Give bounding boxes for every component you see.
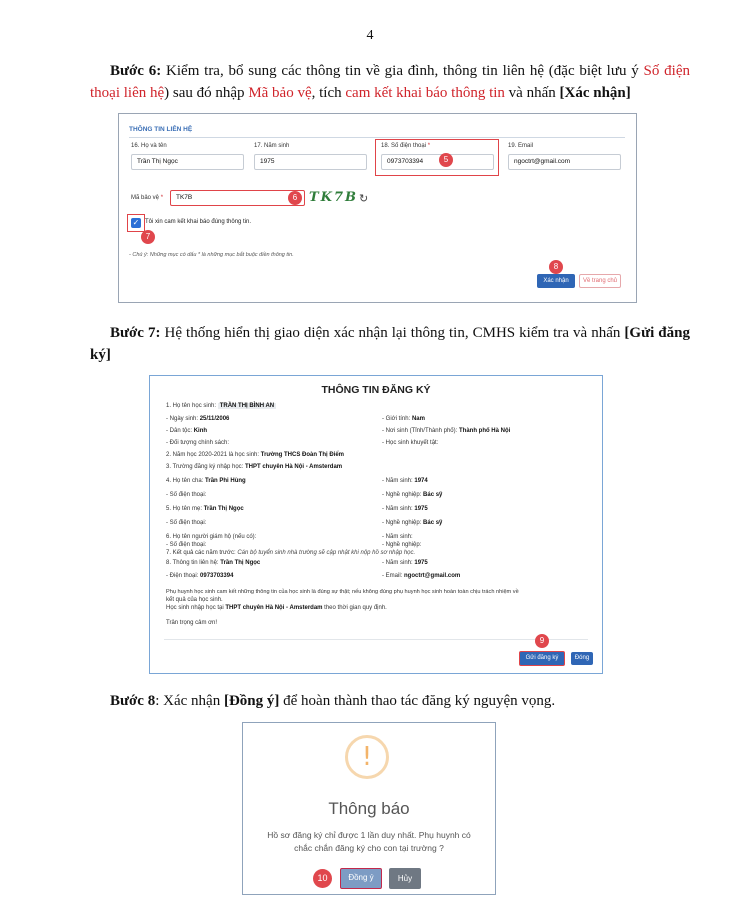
ethnicity-row	[166, 428, 207, 434]
mother-job-value: Bác sỹ	[423, 520, 443, 526]
birthyear-label: 17. Năm sinh	[254, 143, 290, 149]
step-badge-7: 7	[141, 230, 155, 244]
guardian-year-label: - Năm sinh:	[382, 534, 413, 540]
captcha-input[interactable]: TK7B	[170, 190, 305, 206]
results-row	[166, 550, 415, 556]
pledge-3-a: Học sinh nhập học tại	[166, 605, 226, 611]
dob-row	[166, 416, 229, 422]
father-label: 4. Họ tên cha:	[166, 478, 204, 484]
step-badge-6: 6	[288, 191, 302, 205]
refresh-icon[interactable]: ↻	[359, 193, 369, 205]
dialog-message: Hồ sơ đăng ký chỉ được 1 lần duy nhất. Phụ huynh có chắc chắn đăng ký cho con tại trường ?	[267, 830, 471, 853]
contact-email-label: - Email:	[382, 573, 403, 579]
contact-email-row	[382, 573, 460, 579]
step7-text: Hệ thống hiển thị giao diện xác nhận lại thông tin, CMHS kiểm tra và nhấn	[160, 325, 625, 341]
step6-text-c: , tích	[311, 85, 346, 101]
confirm-button[interactable]: Xác nhận	[537, 274, 575, 288]
home-button[interactable]: Về trang chủ	[579, 274, 621, 288]
pledge-3-b: theo thời gian quy định.	[322, 605, 387, 611]
contact-name: Trần Thị Ngọc	[220, 560, 261, 566]
step6-code-highlight: Mã bảo vệ	[248, 85, 312, 101]
mother-label: 5. Họ tên mẹ:	[166, 506, 203, 512]
step8-text-b: để hoàn thành thao tác đăng ký nguyện vọng.	[279, 693, 556, 709]
contact-form-screenshot	[118, 113, 637, 303]
results-label: 7. Kết quả các năm trước:	[166, 550, 236, 556]
step6-paragraph	[90, 60, 690, 104]
step6-phone-highlight: Số điện thoại liên hệ	[90, 63, 690, 101]
step6-text-d: và nhấn	[504, 85, 560, 101]
step6-text-a: Kiểm tra, bổ sung các thông tin về gia đình, thông tin liên hệ (đặc biệt lưu ý	[161, 63, 644, 79]
contact-year-value: 1975	[414, 560, 428, 566]
contact-row	[166, 560, 260, 566]
confirm-dialog-screenshot	[242, 722, 496, 895]
father-value: Trần Phi Hùng	[205, 478, 246, 484]
step-badge-8: 8	[549, 260, 563, 274]
fullname-input[interactable]: Trần Thị Ngọc	[131, 154, 244, 170]
gender-row	[382, 416, 425, 422]
commit-checkbox-label: Tôi xin cam kết khai báo đúng thông tin.	[145, 219, 252, 225]
student-name-label: 1. Họ tên học sinh:	[166, 403, 217, 409]
gender-label: - Giới tính:	[382, 416, 411, 422]
mother-job-label: - Nghề nghiệp:	[382, 520, 422, 526]
father-job-value: Bác sỹ	[423, 492, 443, 498]
pledge-line-2: kết quả của học sinh.	[166, 597, 223, 603]
step6-label: Bước 6:	[110, 63, 162, 79]
pledge-line-3	[166, 605, 387, 611]
policy-label: - Đối tượng chính sách:	[166, 440, 229, 446]
father-job-row	[382, 492, 442, 498]
ethnicity-label: - Dân tộc:	[166, 428, 193, 434]
registration-title: THÔNG TIN ĐĂNG KÝ	[321, 384, 431, 396]
email-label: 19. Email	[508, 143, 534, 149]
father-row	[166, 478, 246, 484]
mother-year-label: - Năm sinh:	[382, 506, 413, 512]
school-year-row	[166, 452, 344, 458]
mother-value: Trần Thị Ngọc	[203, 506, 244, 512]
step8-paragraph	[110, 690, 690, 712]
page-number: 4	[366, 28, 374, 43]
email-input[interactable]: ngoctrt@gmail.com	[508, 154, 621, 170]
dob-value: 25/11/2006	[199, 416, 230, 422]
dob-label: - Ngày sinh:	[166, 416, 199, 422]
captcha-label	[131, 195, 163, 201]
school-year-label: 2. Năm học 2020-2021 là học sinh:	[166, 452, 260, 458]
mother-phone-label: - Số điện thoại:	[166, 520, 207, 526]
mother-row	[166, 506, 244, 512]
disabled-label: - Học sinh khuyết tật:	[382, 440, 439, 446]
ethnicity-value: Kinh	[193, 428, 208, 434]
gender-value: Nam	[411, 416, 425, 422]
phone-label-text: 18. Số điện thoại	[381, 143, 427, 149]
agree-button[interactable]: Đồng ý	[340, 868, 382, 889]
father-job-label: - Nghề nghiệp:	[382, 492, 422, 498]
birthplace-row	[382, 428, 510, 434]
contact-phone-row	[166, 573, 233, 579]
dialog-title: Thông báo	[328, 799, 410, 818]
contact-phone-label: - Điện thoại:	[166, 573, 199, 579]
phone-highlight-frame	[375, 139, 499, 176]
mother-job-row	[382, 520, 442, 526]
registration-info-screenshot	[149, 375, 603, 674]
required-mark: *	[427, 143, 431, 149]
fullname-label: 16. Họ và tên	[131, 143, 167, 149]
guardian-phone-label: - Số điện thoại:	[166, 542, 207, 548]
father-year-value: 1974	[414, 478, 428, 484]
student-name-row	[166, 403, 276, 409]
captcha-required-mark: *	[160, 195, 164, 201]
step8-label: Bước 8	[110, 693, 156, 709]
step8-text-a: : Xác nhận	[155, 693, 224, 709]
required-note: - Chú ý: Những mục có dấu * là những mục bắt buộc điền thông tin.	[129, 252, 294, 258]
commit-checkbox[interactable]: ✓	[132, 218, 140, 227]
section-divider	[129, 137, 625, 138]
pledge-3-school: THPT chuyên Hà Nội - Amsterdam	[225, 605, 323, 611]
target-school-row	[166, 464, 342, 470]
contact-phone-value: 0973703394	[200, 573, 234, 579]
captcha-label-text: Mã bảo vệ	[131, 195, 160, 201]
step-badge-9: 9	[535, 634, 549, 648]
school-year-value: Trường THCS Đoàn Thị Điểm	[260, 452, 345, 458]
target-school-value: THPT chuyên Hà Nội - Amsterdam	[245, 464, 343, 470]
birthyear-input[interactable]: 1975	[254, 154, 367, 170]
contact-year-row	[382, 560, 428, 566]
contact-section-title: THÔNG TIN LIÊN HỆ	[129, 126, 193, 133]
step-badge-10: 10	[313, 869, 332, 888]
step-badge-5: 5	[439, 153, 453, 167]
captcha-image: TK7B	[309, 190, 359, 205]
footer-divider	[164, 639, 588, 640]
mother-year-value: 1975	[414, 506, 428, 512]
guardian-label: 6. Họ tên người giám hộ (nếu có):	[166, 534, 257, 540]
contact-label: 8. Thông tin liên hệ:	[166, 560, 219, 566]
warning-icon: !	[345, 735, 389, 779]
step7-paragraph	[90, 322, 690, 366]
close-button[interactable]: Đóng	[571, 652, 593, 665]
step7-label: Bước 7:	[110, 325, 161, 341]
contact-email-value: ngoctrt@gmail.com	[404, 573, 461, 579]
father-year-label: - Năm sinh:	[382, 478, 413, 484]
guardian-job-label: - Nghề nghiệp:	[382, 542, 422, 548]
submit-registration-button[interactable]: Gửi đăng ký	[519, 651, 565, 666]
father-phone-label: - Số điện thoại:	[166, 492, 207, 498]
mother-year-row	[382, 506, 428, 512]
step6-commit-highlight: cam kết khai báo thông tin	[345, 85, 505, 101]
cancel-button[interactable]: Hủy	[389, 868, 421, 889]
birthplace-value: Thành phố Hà Nội	[458, 428, 511, 434]
phone-input[interactable]: 0973703394	[381, 154, 494, 170]
birthplace-label: - Nơi sinh (Tỉnh/Thành phố):	[382, 428, 458, 434]
step6-action: [Xác nhận]	[559, 85, 631, 101]
father-year-row	[382, 478, 428, 484]
step6-text-b: ) sau đó nhập	[164, 85, 249, 101]
target-school-label: 3. Trường đăng ký nhập học:	[166, 464, 244, 470]
results-note: Cán bộ tuyển sinh nhà trường sẽ cập nhật khi nộp hồ sơ nhập học.	[237, 550, 416, 556]
contact-year-label: - Năm sinh:	[382, 560, 413, 566]
pledge-line-1: Phụ huynh học sinh cam kết những thông tin của học sinh là đúng sự thật; nếu không đúng phụ huynh học sinh hoàn toàn chịu trách nhiệm về	[166, 589, 519, 595]
step8-action: [Đồng ý]	[223, 693, 280, 709]
student-name: TRẦN THỊ BÌNH AN	[219, 403, 275, 409]
thanks-text: Trân trọng cảm ơn!	[166, 620, 218, 626]
step7-action: [Gửi đăng ký]	[90, 325, 690, 363]
